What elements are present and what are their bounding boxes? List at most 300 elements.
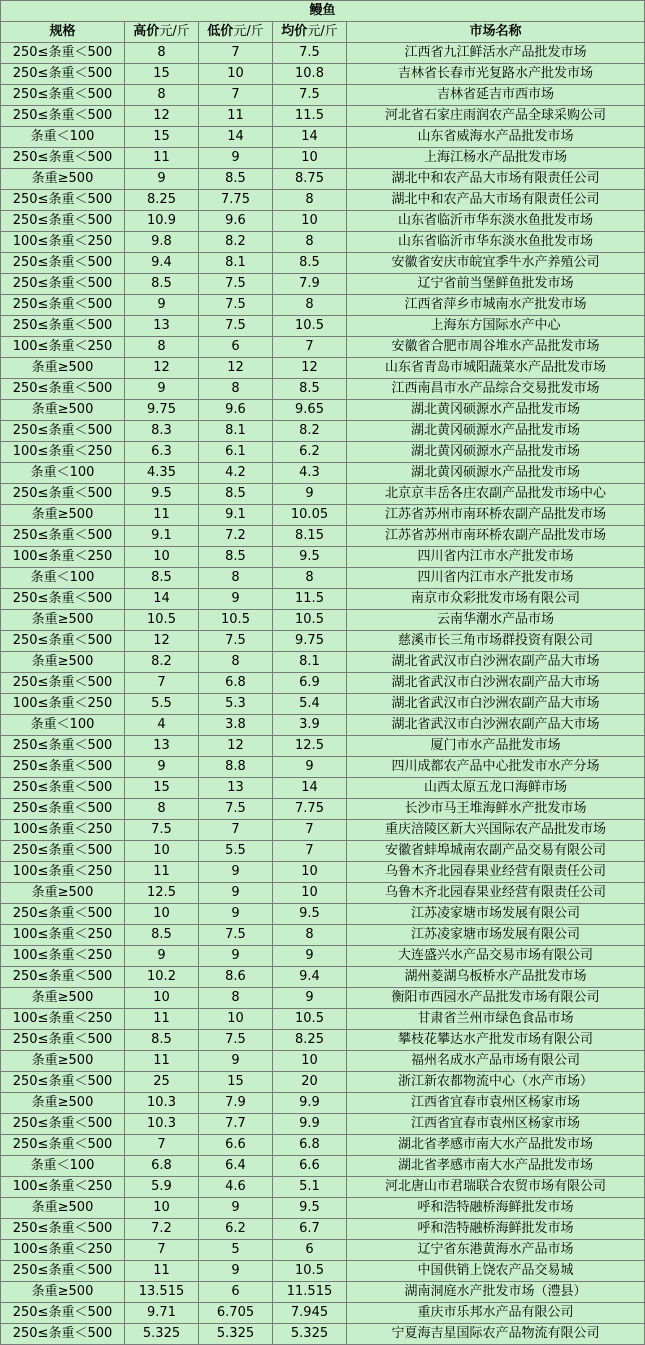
table-row <box>1 1198 645 1219</box>
cell-low-price: 6.2 <box>199 1219 273 1240</box>
cell-avg-price: 9.4 <box>273 967 347 988</box>
table-row <box>1 379 645 400</box>
table-row <box>1 43 645 64</box>
cell-market-name: 辽宁省前当堡鲜鱼批发市场 <box>347 274 645 295</box>
table-title-row <box>1 1 645 22</box>
cell-spec: 250≤条重＜500 <box>1 1261 125 1282</box>
cell-high-price: 4.35 <box>125 463 199 484</box>
cell-high-price: 12 <box>125 358 199 379</box>
table-row <box>1 337 645 358</box>
cell-market-name: 江西省九江鲜活水产品批发市场 <box>347 43 645 64</box>
table-row <box>1 442 645 463</box>
cell-market-name: 重庆涪陵区新大兴国际农产品批发市场 <box>347 820 645 841</box>
cell-avg-price: 9.5 <box>273 1198 347 1219</box>
cell-market-name: 南京市众彩批发市场有限公司 <box>347 589 645 610</box>
table-row <box>1 274 645 295</box>
cell-high-price: 8.5 <box>125 274 199 295</box>
cell-low-price: 8 <box>199 568 273 589</box>
cell-avg-price: 10.5 <box>273 610 347 631</box>
cell-low-price: 6.705 <box>199 1303 273 1324</box>
cell-market-name: 厦门市水产品批发市场 <box>347 736 645 757</box>
cell-high-price: 7.5 <box>125 820 199 841</box>
table-row <box>1 673 645 694</box>
column-header-market-name <box>347 22 645 43</box>
cell-high-price: 9 <box>125 379 199 400</box>
cell-high-price: 8.5 <box>125 925 199 946</box>
table-row <box>1 1261 645 1282</box>
cell-spec: 条重≥500 <box>1 505 125 526</box>
cell-avg-price: 6.7 <box>273 1219 347 1240</box>
cell-avg-price: 11.5 <box>273 589 347 610</box>
cell-low-price: 5 <box>199 1240 273 1261</box>
cell-spec: 250≤条重＜500 <box>1 967 125 988</box>
cell-low-price: 15 <box>199 1072 273 1093</box>
cell-high-price: 8.3 <box>125 421 199 442</box>
cell-high-price: 10 <box>125 547 199 568</box>
cell-low-price: 5.3 <box>199 694 273 715</box>
header-unit: 元/斤 <box>307 24 338 39</box>
header-label: 均价 <box>281 24 308 39</box>
cell-spec: 条重≥500 <box>1 358 125 379</box>
cell-avg-price: 8 <box>273 568 347 589</box>
cell-market-name: 湖北中和农产品大市场有限责任公司 <box>347 190 645 211</box>
cell-market-name: 上海江杨水产品批发市场 <box>347 148 645 169</box>
cell-low-price: 6 <box>199 337 273 358</box>
cell-low-price: 10.5 <box>199 610 273 631</box>
cell-high-price: 10 <box>125 988 199 1009</box>
cell-low-price: 6.8 <box>199 673 273 694</box>
cell-spec: 250≤条重＜500 <box>1 1030 125 1051</box>
cell-high-price: 11 <box>125 862 199 883</box>
cell-low-price: 7.5 <box>199 799 273 820</box>
cell-low-price: 9 <box>199 862 273 883</box>
cell-spec: 100≤条重＜250 <box>1 820 125 841</box>
cell-market-name: 湖北省武汉市白沙洲农副产品大市场 <box>347 673 645 694</box>
cell-avg-price: 9.9 <box>273 1093 347 1114</box>
cell-market-name: 湖北中和农产品大市场有限责任公司 <box>347 169 645 190</box>
table-row <box>1 778 645 799</box>
cell-spec: 250≤条重＜500 <box>1 253 125 274</box>
cell-spec: 250≤条重＜500 <box>1 274 125 295</box>
cell-low-price: 8.5 <box>199 169 273 190</box>
cell-spec: 条重≥500 <box>1 652 125 673</box>
cell-avg-price: 7.75 <box>273 799 347 820</box>
cell-spec: 250≤条重＜500 <box>1 421 125 442</box>
cell-market-name: 江苏省苏州市南环桥农副产品批发市场 <box>347 526 645 547</box>
cell-spec: 条重≥500 <box>1 988 125 1009</box>
table-row <box>1 85 645 106</box>
cell-spec: 条重≥500 <box>1 169 125 190</box>
table-row <box>1 1282 645 1303</box>
cell-avg-price: 9.9 <box>273 1114 347 1135</box>
table-row <box>1 1114 645 1135</box>
cell-high-price: 11 <box>125 505 199 526</box>
cell-market-name: 云南华潮水产品市场 <box>347 610 645 631</box>
cell-high-price: 11 <box>125 1051 199 1072</box>
cell-high-price: 9 <box>125 757 199 778</box>
table-row <box>1 589 645 610</box>
cell-low-price: 14 <box>199 127 273 148</box>
cell-spec: 100≤条重＜250 <box>1 337 125 358</box>
cell-high-price: 8 <box>125 337 199 358</box>
cell-avg-price: 7.5 <box>273 43 347 64</box>
cell-low-price: 8.8 <box>199 757 273 778</box>
cell-market-name: 慈溪市长三角市场群投资有限公司 <box>347 631 645 652</box>
cell-avg-price: 9 <box>273 484 347 505</box>
cell-spec: 100≤条重＜250 <box>1 1240 125 1261</box>
cell-high-price: 14 <box>125 589 199 610</box>
cell-avg-price: 12 <box>273 358 347 379</box>
cell-market-name: 攀枝花攀达水产批发市场有限公司 <box>347 1030 645 1051</box>
cell-market-name: 安徽省安庆市皖宜季牛水产养殖公司 <box>347 253 645 274</box>
cell-high-price: 10 <box>125 1198 199 1219</box>
cell-low-price: 9 <box>199 946 273 967</box>
table-row <box>1 631 645 652</box>
cell-spec: 100≤条重＜250 <box>1 946 125 967</box>
cell-avg-price: 10 <box>273 883 347 904</box>
cell-high-price: 7 <box>125 673 199 694</box>
cell-market-name: 北京京丰岳各庄农副产品批发市场中心 <box>347 484 645 505</box>
cell-market-name: 湖州菱湖乌板桥水产品批发市场 <box>347 967 645 988</box>
cell-low-price: 9 <box>199 1198 273 1219</box>
cell-avg-price: 10 <box>273 211 347 232</box>
table-row <box>1 463 645 484</box>
cell-market-name: 湖北黄冈硕源水产品批发市场 <box>347 400 645 421</box>
table-row <box>1 1093 645 1114</box>
header-unit: 元/斤 <box>159 24 190 39</box>
table-row <box>1 757 645 778</box>
cell-avg-price: 11.5 <box>273 106 347 127</box>
cell-high-price: 5.325 <box>125 1324 199 1345</box>
table-row <box>1 610 645 631</box>
cell-avg-price: 5.325 <box>273 1324 347 1345</box>
cell-avg-price: 8 <box>273 190 347 211</box>
cell-spec: 条重≥500 <box>1 1051 125 1072</box>
cell-high-price: 8.5 <box>125 1030 199 1051</box>
cell-low-price: 10 <box>199 1009 273 1030</box>
cell-spec: 250≤条重＜500 <box>1 631 125 652</box>
cell-low-price: 8.5 <box>199 484 273 505</box>
cell-avg-price: 7 <box>273 337 347 358</box>
table-row <box>1 862 645 883</box>
cell-avg-price: 8.1 <box>273 652 347 673</box>
cell-spec: 250≤条重＜500 <box>1 526 125 547</box>
cell-spec: 条重≥500 <box>1 883 125 904</box>
cell-high-price: 13.515 <box>125 1282 199 1303</box>
cell-market-name: 重庆市乐邦水产品有限公司 <box>347 1303 645 1324</box>
cell-spec: 100≤条重＜250 <box>1 1177 125 1198</box>
table-row <box>1 652 645 673</box>
cell-low-price: 9 <box>199 589 273 610</box>
cell-avg-price: 9.75 <box>273 631 347 652</box>
cell-market-name: 安徽省合肥市周谷堆水产品批发市场 <box>347 337 645 358</box>
cell-avg-price: 7.945 <box>273 1303 347 1324</box>
cell-low-price: 8.1 <box>199 253 273 274</box>
cell-avg-price: 7 <box>273 820 347 841</box>
cell-spec: 250≤条重＜500 <box>1 106 125 127</box>
cell-low-price: 9 <box>199 1261 273 1282</box>
cell-low-price: 7.7 <box>199 1114 273 1135</box>
cell-market-name: 山东省青岛市城阳蔬菜水产品批发市场 <box>347 358 645 379</box>
cell-high-price: 10.3 <box>125 1114 199 1135</box>
cell-low-price: 7 <box>199 43 273 64</box>
table-row <box>1 1009 645 1030</box>
cell-market-name: 辽宁省东港黄海水产品市场 <box>347 1240 645 1261</box>
cell-high-price: 9 <box>125 295 199 316</box>
cell-spec: 250≤条重＜500 <box>1 85 125 106</box>
table-row <box>1 400 645 421</box>
table-row <box>1 316 645 337</box>
cell-avg-price: 10.5 <box>273 1009 347 1030</box>
cell-avg-price: 14 <box>273 127 347 148</box>
cell-low-price: 7 <box>199 820 273 841</box>
cell-high-price: 11 <box>125 148 199 169</box>
cell-avg-price: 7.5 <box>273 85 347 106</box>
cell-high-price: 12 <box>125 631 199 652</box>
cell-low-price: 8.1 <box>199 421 273 442</box>
cell-low-price: 7.5 <box>199 274 273 295</box>
table-row <box>1 253 645 274</box>
cell-spec: 条重＜100 <box>1 127 125 148</box>
cell-low-price: 7.5 <box>199 295 273 316</box>
cell-avg-price: 9.5 <box>273 547 347 568</box>
cell-spec: 100≤条重＜250 <box>1 862 125 883</box>
cell-market-name: 湖北省孝感市南大水产品批发市场 <box>347 1156 645 1177</box>
cell-avg-price: 6 <box>273 1240 347 1261</box>
cell-market-name: 四川省内江市水产批发市场 <box>347 547 645 568</box>
cell-low-price: 9 <box>199 883 273 904</box>
table-row <box>1 1051 645 1072</box>
cell-spec: 条重≥500 <box>1 1198 125 1219</box>
cell-avg-price: 10.5 <box>273 1261 347 1282</box>
cell-avg-price: 3.9 <box>273 715 347 736</box>
cell-avg-price: 7 <box>273 841 347 862</box>
cell-low-price: 12 <box>199 358 273 379</box>
cell-avg-price: 10 <box>273 1051 347 1072</box>
cell-market-name: 山东省临沂市华东淡水鱼批发市场 <box>347 211 645 232</box>
table-row <box>1 190 645 211</box>
cell-avg-price: 9 <box>273 988 347 1009</box>
cell-high-price: 11 <box>125 1009 199 1030</box>
cell-low-price: 9 <box>199 1051 273 1072</box>
cell-high-price: 8 <box>125 85 199 106</box>
cell-avg-price: 20 <box>273 1072 347 1093</box>
cell-spec: 条重≥500 <box>1 400 125 421</box>
cell-low-price: 12 <box>199 736 273 757</box>
cell-avg-price: 8 <box>273 232 347 253</box>
cell-market-name: 甘肃省兰州市绿色食品市场 <box>347 1009 645 1030</box>
cell-high-price: 15 <box>125 64 199 85</box>
cell-high-price: 7 <box>125 1240 199 1261</box>
cell-market-name: 河北省石家庄雨润农产品全球采购公司 <box>347 106 645 127</box>
cell-high-price: 9 <box>125 946 199 967</box>
table-row <box>1 694 645 715</box>
cell-low-price: 8 <box>199 652 273 673</box>
cell-market-name: 安徽省蚌埠城南农副产品交易有限公司 <box>347 841 645 862</box>
cell-market-name: 大连盛兴水产品交易市场有限公司 <box>347 946 645 967</box>
cell-avg-price: 10.8 <box>273 64 347 85</box>
cell-market-name: 吉林省长春市光复路水产批发市场 <box>347 64 645 85</box>
cell-avg-price: 6.2 <box>273 442 347 463</box>
cell-high-price: 7 <box>125 1135 199 1156</box>
cell-market-name: 江苏凌家塘市场发展有限公司 <box>347 904 645 925</box>
column-header-low-price <box>199 22 273 43</box>
cell-low-price: 9.6 <box>199 211 273 232</box>
cell-high-price: 12.5 <box>125 883 199 904</box>
cell-market-name: 上海东方国际水产中心 <box>347 316 645 337</box>
cell-market-name: 湖北省武汉市白沙洲农副产品大市场 <box>347 715 645 736</box>
cell-spec: 100≤条重＜250 <box>1 694 125 715</box>
table-row <box>1 106 645 127</box>
cell-avg-price: 12.5 <box>273 736 347 757</box>
cell-spec: 250≤条重＜500 <box>1 1114 125 1135</box>
cell-market-name: 山西太原五龙口海鲜市场 <box>347 778 645 799</box>
cell-avg-price: 7.9 <box>273 274 347 295</box>
cell-spec: 条重＜100 <box>1 1156 125 1177</box>
cell-high-price: 9.5 <box>125 484 199 505</box>
cell-market-name: 山东省威海水产品批发市场 <box>347 127 645 148</box>
table-row <box>1 547 645 568</box>
table-row <box>1 169 645 190</box>
cell-high-price: 5.9 <box>125 1177 199 1198</box>
cell-high-price: 4 <box>125 715 199 736</box>
table-row <box>1 1030 645 1051</box>
cell-market-name: 江西南昌市水产品综合交易批发市场 <box>347 379 645 400</box>
table-row <box>1 988 645 1009</box>
table-row <box>1 799 645 820</box>
table-row <box>1 904 645 925</box>
table-row <box>1 1156 645 1177</box>
cell-low-price: 13 <box>199 778 273 799</box>
cell-avg-price: 10.05 <box>273 505 347 526</box>
cell-market-name: 四川成都农产品中心批发市水产分场 <box>347 757 645 778</box>
cell-avg-price: 8.25 <box>273 1030 347 1051</box>
table-row <box>1 232 645 253</box>
cell-market-name: 乌鲁木齐北园春果业经营有限责任公司 <box>347 883 645 904</box>
header-label: 低价 <box>207 24 234 39</box>
cell-high-price: 15 <box>125 778 199 799</box>
cell-market-name: 湖北省孝感市南大水产品批发市场 <box>347 1135 645 1156</box>
table-row <box>1 946 645 967</box>
cell-high-price: 10.9 <box>125 211 199 232</box>
table-row <box>1 211 645 232</box>
table-row <box>1 1240 645 1261</box>
cell-spec: 250≤条重＜500 <box>1 589 125 610</box>
cell-high-price: 6.8 <box>125 1156 199 1177</box>
table-row <box>1 505 645 526</box>
cell-spec: 250≤条重＜500 <box>1 1219 125 1240</box>
cell-spec: 250≤条重＜500 <box>1 673 125 694</box>
cell-market-name: 湖北黄冈硕源水产品批发市场 <box>347 421 645 442</box>
cell-avg-price: 8 <box>273 295 347 316</box>
cell-high-price: 6.3 <box>125 442 199 463</box>
cell-spec: 条重＜100 <box>1 568 125 589</box>
cell-low-price: 7.75 <box>199 190 273 211</box>
cell-low-price: 7.9 <box>199 1093 273 1114</box>
table-row <box>1 358 645 379</box>
table-row <box>1 64 645 85</box>
cell-spec: 250≤条重＜500 <box>1 64 125 85</box>
cell-market-name: 湖北黄冈硕源水产品批发市场 <box>347 442 645 463</box>
column-header-high-price <box>125 22 199 43</box>
cell-avg-price: 10 <box>273 148 347 169</box>
cell-high-price: 5.5 <box>125 694 199 715</box>
cell-spec: 250≤条重＜500 <box>1 316 125 337</box>
cell-high-price: 13 <box>125 736 199 757</box>
cell-spec: 条重≥500 <box>1 610 125 631</box>
cell-low-price: 5.325 <box>199 1324 273 1345</box>
cell-spec: 250≤条重＜500 <box>1 1324 125 1345</box>
cell-market-name: 乌鲁木齐北园春果业经营有限责任公司 <box>347 862 645 883</box>
cell-market-name: 衡阳市西园水产品批发市场有限公司 <box>347 988 645 1009</box>
cell-low-price: 7.5 <box>199 925 273 946</box>
cell-high-price: 9.4 <box>125 253 199 274</box>
cell-low-price: 7.5 <box>199 631 273 652</box>
cell-avg-price: 9.65 <box>273 400 347 421</box>
cell-spec: 250≤条重＜500 <box>1 841 125 862</box>
cell-avg-price: 8.5 <box>273 253 347 274</box>
column-header-avg-price <box>273 22 347 43</box>
cell-market-name: 江西省萍乡市城南水产批发市场 <box>347 295 645 316</box>
cell-spec: 250≤条重＜500 <box>1 379 125 400</box>
header-label: 高价 <box>133 24 160 39</box>
cell-high-price: 13 <box>125 316 199 337</box>
cell-spec: 100≤条重＜250 <box>1 547 125 568</box>
table-row <box>1 883 645 904</box>
cell-spec: 250≤条重＜500 <box>1 484 125 505</box>
cell-spec: 条重＜100 <box>1 715 125 736</box>
cell-high-price: 10 <box>125 904 199 925</box>
cell-low-price: 7 <box>199 85 273 106</box>
cell-market-name: 河北唐山市君瑞联合农贸市场有限公司 <box>347 1177 645 1198</box>
cell-spec: 250≤条重＜500 <box>1 1072 125 1093</box>
cell-high-price: 9.75 <box>125 400 199 421</box>
cell-spec: 250≤条重＜500 <box>1 148 125 169</box>
cell-low-price: 6 <box>199 1282 273 1303</box>
cell-high-price: 8.2 <box>125 652 199 673</box>
table-row <box>1 1303 645 1324</box>
cell-low-price: 11 <box>199 106 273 127</box>
cell-low-price: 7.5 <box>199 316 273 337</box>
cell-high-price: 10.5 <box>125 610 199 631</box>
table-row <box>1 421 645 442</box>
table-row <box>1 820 645 841</box>
cell-market-name: 中国供销上饶农产品交易城 <box>347 1261 645 1282</box>
table-row <box>1 925 645 946</box>
cell-spec: 100≤条重＜250 <box>1 232 125 253</box>
cell-avg-price: 9 <box>273 946 347 967</box>
cell-market-name: 吉林省延吉市西市场 <box>347 85 645 106</box>
cell-spec: 条重≥500 <box>1 1282 125 1303</box>
cell-low-price: 8 <box>199 988 273 1009</box>
cell-market-name: 江西省宜春市袁州区杨家市场 <box>347 1093 645 1114</box>
cell-avg-price: 8 <box>273 925 347 946</box>
cell-low-price: 8.6 <box>199 967 273 988</box>
cell-low-price: 5.5 <box>199 841 273 862</box>
cell-spec: 250≤条重＜500 <box>1 736 125 757</box>
cell-high-price: 10 <box>125 841 199 862</box>
cell-low-price: 6.1 <box>199 442 273 463</box>
cell-high-price: 9 <box>125 169 199 190</box>
cell-market-name: 浙江新农都物流中心（水产市场） <box>347 1072 645 1093</box>
table-row <box>1 148 645 169</box>
cell-low-price: 3.8 <box>199 715 273 736</box>
table-row <box>1 1177 645 1198</box>
cell-low-price: 9.6 <box>199 400 273 421</box>
cell-market-name: 四川省内江市水产批发市场 <box>347 568 645 589</box>
cell-low-price: 4.6 <box>199 1177 273 1198</box>
cell-spec: 100≤条重＜250 <box>1 442 125 463</box>
